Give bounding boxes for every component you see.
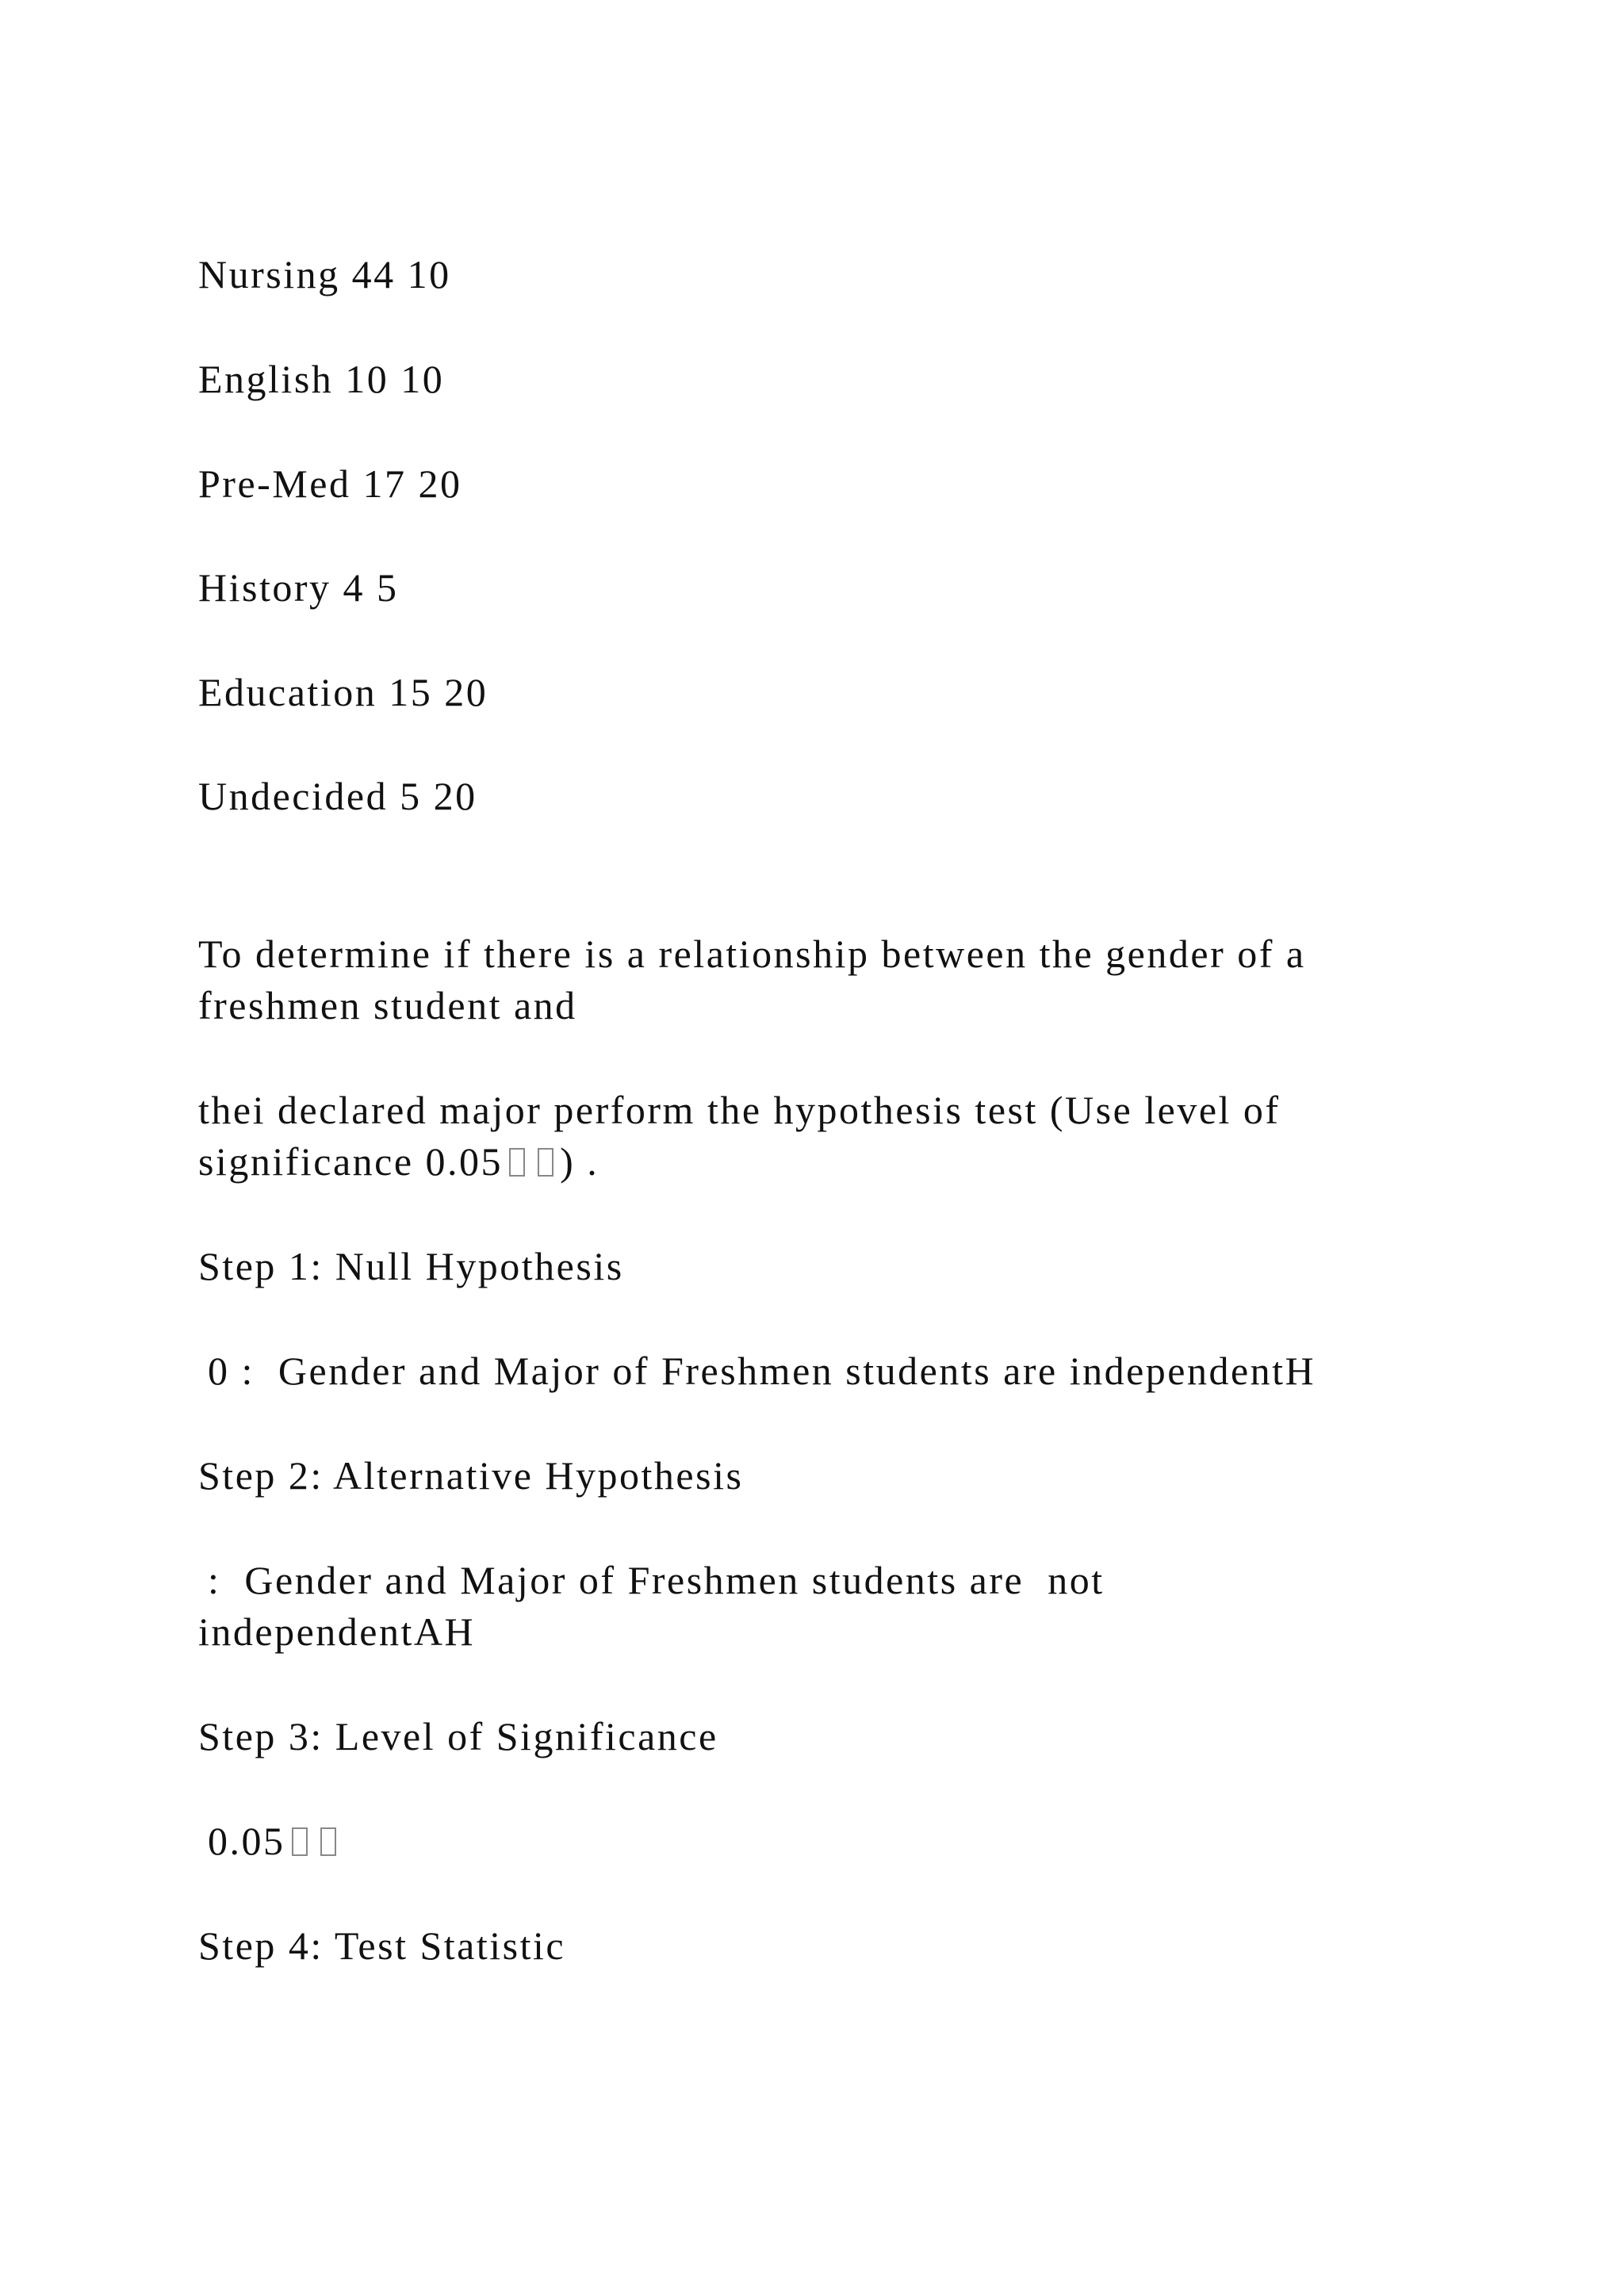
table-row-history: History 4 5 xyxy=(198,565,399,610)
alpha-value: 0.05 xyxy=(208,1819,285,1863)
missing-glyph-icon xyxy=(320,1827,336,1856)
step2-heading: Step 2: Alternative Hypothesis xyxy=(198,1453,744,1498)
intro-line-2: freshmen student and xyxy=(198,983,577,1027)
step3-value-line xyxy=(208,1815,1445,1867)
significance-close: ) . xyxy=(560,1139,599,1184)
table-row-undecided: Undecided 5 20 xyxy=(198,774,477,818)
intro-line-3: thei declared major perform the hypothesis test (Use level of xyxy=(198,1088,1281,1132)
step2-statement-line-1: : Gender and Major of Freshmen students are not xyxy=(208,1558,1105,1602)
step4-heading: Step 4: Test Statistic xyxy=(198,1923,566,1968)
table-row-english: English 10 10 xyxy=(198,357,445,401)
missing-glyph-icon xyxy=(538,1148,553,1177)
missing-glyph-icon xyxy=(292,1827,308,1856)
table-row-education: Education 15 20 xyxy=(198,670,488,714)
missing-glyph-icon xyxy=(509,1148,525,1177)
intro-line-4 xyxy=(198,1135,1435,1188)
step1-statement: 0 : Gender and Major of Freshmen students are independentH xyxy=(208,1349,1316,1393)
step1-heading: Step 1: Null Hypothesis xyxy=(198,1244,624,1288)
table-row-pre-med: Pre-Med 17 20 xyxy=(198,461,462,506)
table-row-nursing: Nursing 44 10 xyxy=(198,252,451,297)
step2-statement-line-2: independentAH xyxy=(198,1609,476,1654)
significance-text: significance 0.05 xyxy=(198,1139,504,1184)
step3-heading: Step 3: Level of Significance xyxy=(198,1714,718,1758)
intro-line-1: To determine if there is a relationship between the gender of a xyxy=(198,932,1306,976)
